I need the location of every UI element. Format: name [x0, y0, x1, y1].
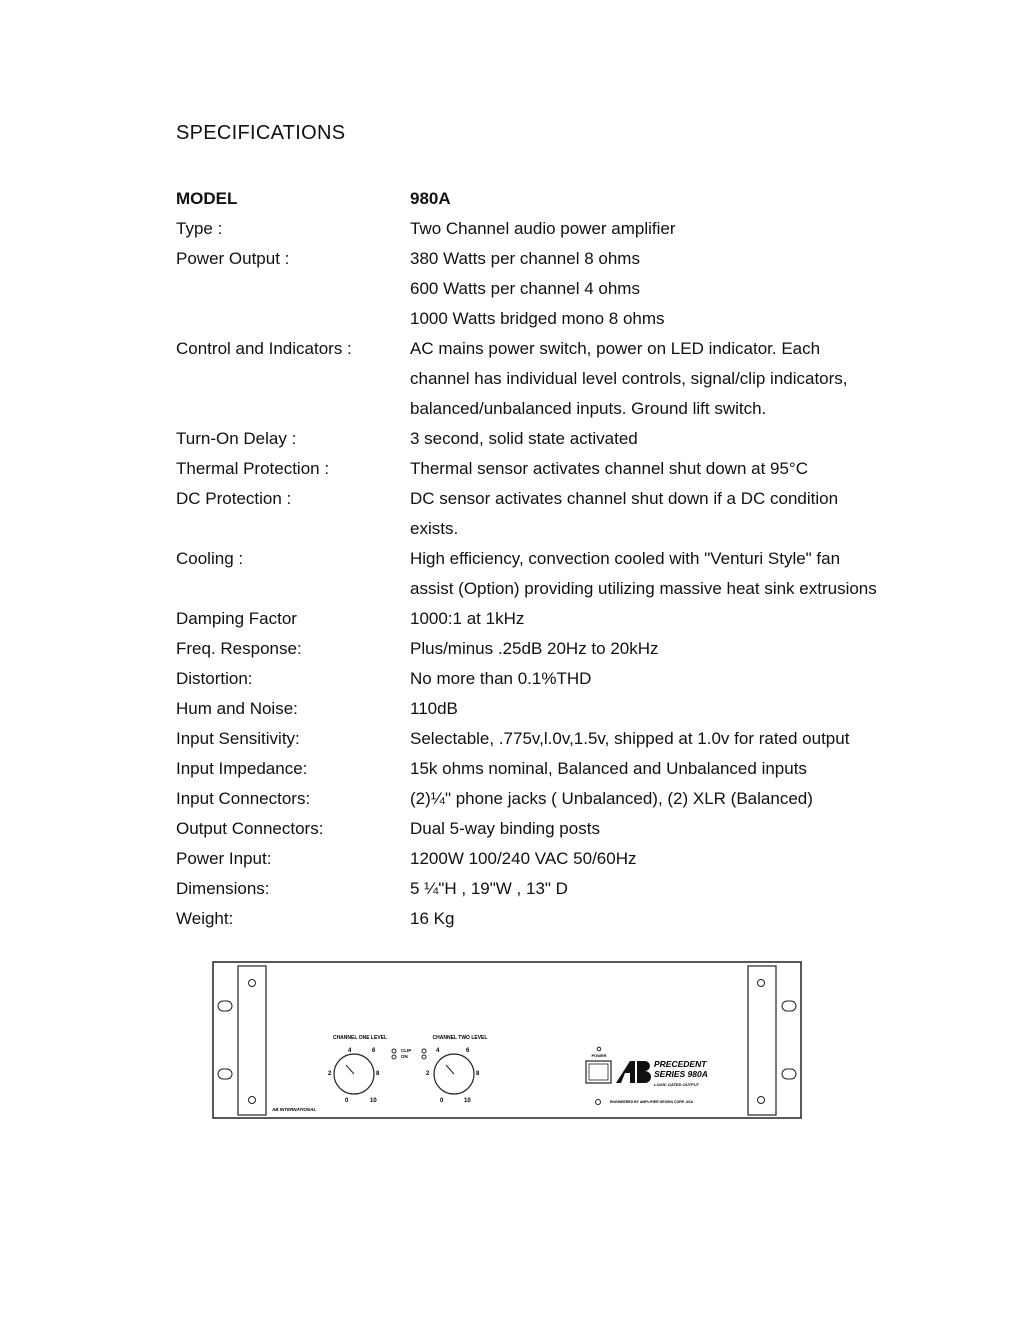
spec-table: [176, 184, 896, 934]
power-led-icon: [597, 1047, 601, 1051]
spec-row: [176, 484, 896, 514]
spec-value: Dual 5-way binding posts: [410, 819, 600, 838]
spec-value: AC mains power switch, power on LED indicator. Each: [410, 339, 821, 358]
clip-label: CLIP: [401, 1048, 412, 1053]
spec-value: Selectable, .775v,l.0v,1.5v, shipped at 1.0v for rated output: [410, 729, 850, 748]
tick-label: 8: [376, 1071, 380, 1077]
screw-icon: [249, 980, 256, 987]
spec-row: [176, 874, 896, 904]
right-handle: [748, 966, 776, 1115]
spec-value: No more than 0.1%THD: [410, 669, 592, 688]
spec-row: [176, 604, 896, 634]
spec-row: [176, 364, 896, 394]
spec-value: 380 Watts per channel 8 ohms: [410, 249, 640, 268]
brand-line2: SERIES 980A: [654, 1069, 708, 1079]
spec-row: [176, 664, 896, 694]
spec-row: [176, 574, 896, 604]
spec-label: Power Output :: [176, 249, 290, 268]
spec-row: [176, 634, 896, 664]
spec-label: Thermal Protection :: [176, 459, 330, 478]
spec-value: 16 Kg: [410, 909, 455, 928]
spec-label: Hum and Noise:: [176, 699, 298, 718]
channel-two-label: CHANNEL TWO LEVEL: [432, 1035, 488, 1041]
page-title: SPECIFICATIONS: [176, 122, 346, 144]
ab-logo-icon: [616, 1061, 635, 1083]
screw-icon: [758, 1097, 765, 1104]
knob-pointer: [346, 1065, 354, 1074]
power-label: POWER: [591, 1053, 607, 1058]
spec-row: [176, 544, 896, 574]
amplifier-front-panel: [212, 961, 802, 1119]
rack-slot: [218, 1069, 232, 1079]
spec-label: Cooling :: [176, 549, 244, 568]
spec-value: balanced/unbalanced inputs. Ground lift switch.: [410, 399, 767, 418]
spec-value: (2)¼" phone jacks ( Unbalanced), (2) XLR (Balanced): [410, 789, 813, 808]
tick-label: 2: [328, 1071, 332, 1077]
spec-rows: [176, 214, 896, 934]
spec-label: Output Connectors:: [176, 819, 324, 838]
ground-screw-icon: [596, 1100, 601, 1105]
spec-row: [176, 304, 896, 334]
tick-label: 8: [476, 1071, 480, 1077]
spec-row: [176, 724, 896, 754]
spec-row: [176, 214, 896, 244]
clip-led-icon: [392, 1049, 396, 1053]
spec-value: 1000 Watts bridged mono 8 ohms: [410, 309, 665, 328]
spec-label: Damping Factor: [176, 609, 297, 628]
tick-label: 6: [466, 1048, 470, 1054]
brand-line1: PRECEDENT: [654, 1059, 707, 1069]
spec-label: Freq. Response:: [176, 639, 302, 658]
channel-one-label: CHANNEL ONE LEVEL: [332, 1035, 388, 1041]
tick-label: 0: [440, 1098, 444, 1104]
knob-pointer: [446, 1065, 454, 1074]
spec-label: Turn-On Delay :: [176, 429, 297, 448]
tick-label: 6: [372, 1048, 376, 1054]
spec-label: Power Input:: [176, 849, 272, 868]
clip-led-icon: [422, 1049, 426, 1053]
spec-row: [176, 784, 896, 814]
spec-label: Weight:: [176, 909, 234, 928]
spec-row: [176, 454, 896, 484]
spec-value: Two Channel audio power amplifier: [410, 219, 676, 238]
on-label: ON: [401, 1054, 408, 1059]
model-value: 980A: [410, 189, 451, 208]
tick-label: 4: [348, 1048, 352, 1054]
spec-header-row: [176, 184, 896, 214]
panel-outline: [213, 962, 801, 1118]
tick-label: 2: [426, 1071, 430, 1077]
ab-logo-icon: [637, 1061, 651, 1083]
spec-label: Input Sensitivity:: [176, 729, 300, 748]
spec-value: Plus/minus .25dB 20Hz to 20kHz: [410, 639, 659, 658]
screw-icon: [249, 1097, 256, 1104]
spec-value: 15k ohms nominal, Balanced and Unbalanced inputs: [410, 759, 807, 778]
maker-label: AB INTERNATIONAL: [272, 1107, 317, 1112]
spec-row: [176, 244, 896, 274]
spec-value: 110dB: [410, 699, 458, 718]
tick-label: 10: [370, 1098, 377, 1104]
spec-row: [176, 694, 896, 724]
spec-label: Input Impedance:: [176, 759, 308, 778]
spec-value: assist (Option) providing utilizing massive heat sink extrusions: [410, 579, 877, 598]
spec-row: [176, 844, 896, 874]
spec-value: 3 second, solid state activated: [410, 429, 638, 448]
spec-label: Distortion:: [176, 669, 253, 688]
tick-label: 10: [464, 1098, 471, 1104]
spec-row: [176, 514, 896, 544]
rack-slot: [218, 1001, 232, 1011]
spec-value: DC sensor activates channel shut down if a DC condition: [410, 489, 839, 508]
spec-value: 1000:1 at 1kHz: [410, 609, 525, 628]
spec-row: [176, 904, 896, 934]
rack-slot: [782, 1069, 796, 1079]
spec-value: Thermal sensor activates channel shut down at 95°C: [410, 459, 809, 478]
amplifier-drawing: [212, 961, 802, 1119]
rack-slot: [782, 1001, 796, 1011]
tick-label: 4: [436, 1048, 440, 1054]
spec-row: [176, 754, 896, 784]
tick-label: 0: [345, 1098, 349, 1104]
spec-row: [176, 334, 896, 364]
spec-value: High efficiency, convection cooled with "Venturi Style" fan: [410, 549, 841, 568]
spec-value: exists.: [410, 519, 459, 538]
spec-value: 600 Watts per channel 4 ohms: [410, 279, 640, 298]
on-led-icon: [422, 1055, 426, 1059]
left-handle: [238, 966, 266, 1115]
spec-row: [176, 274, 896, 304]
on-led-icon: [392, 1055, 396, 1059]
brand-line3: LOGIC GATED OUTPUT: [654, 1082, 700, 1087]
spec-value: 1200W 100/240 VAC 50/60Hz: [410, 849, 637, 868]
spec-label: Input Connectors:: [176, 789, 311, 808]
spec-row: [176, 394, 896, 424]
spec-label: DC Protection :: [176, 489, 292, 508]
model-label: MODEL: [176, 189, 238, 208]
footer-line: ENGINEERED BY AMPLIFIER DESIGN CORP. USA: [610, 1100, 693, 1104]
spec-label: Control and Indicators :: [176, 339, 352, 358]
spec-label: Type :: [176, 219, 223, 238]
spec-label: Dimensions:: [176, 879, 270, 898]
screw-icon: [758, 980, 765, 987]
spec-row: [176, 424, 896, 454]
spec-value: 5 ¼"H , 19"W , 13" D: [410, 879, 568, 898]
spec-row: [176, 814, 896, 844]
spec-value: channel has individual level controls, signal/clip indicators,: [410, 369, 848, 388]
